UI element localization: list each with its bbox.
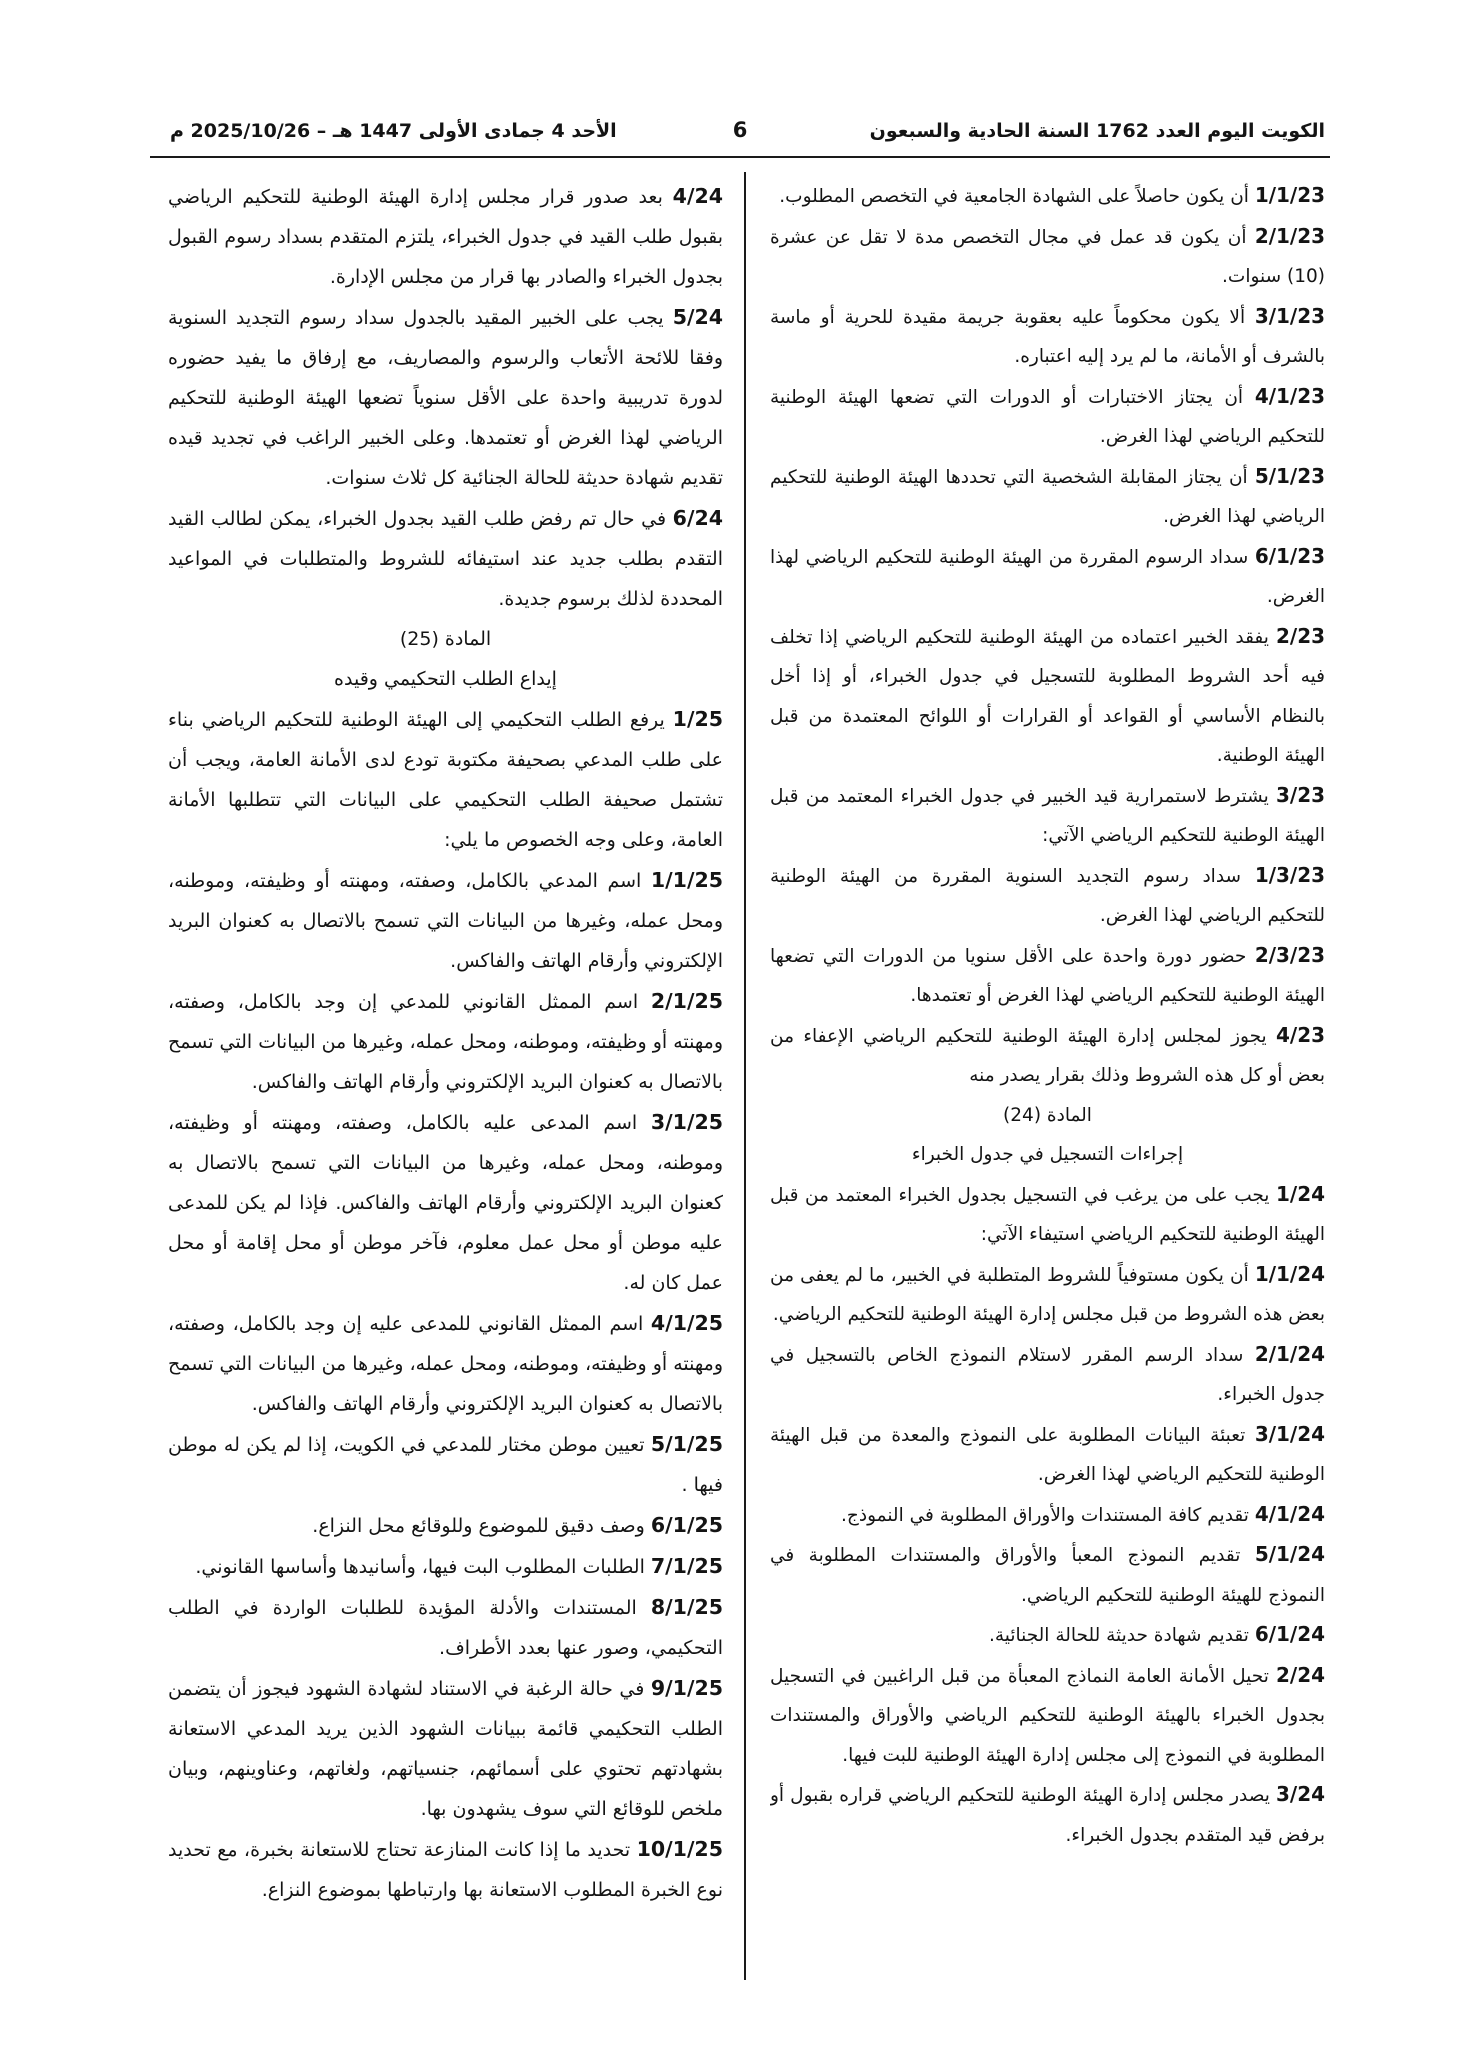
clause-number: 9/1/25	[650, 1676, 723, 1700]
clause-text: تحديد ما إذا كانت المنازعة تحتاج للاستعانة بخبرة، مع تحديد نوع الخبرة المطلوب الاستعانة بها وارتباطها بموضوع النزاع.	[168, 1839, 723, 1901]
clause-text: تعبئة البيانات المطلوبة على النموذج والمعدة من قبل الهيئة الوطنية للتحكيم الرياضي لهذا الغرض.	[770, 1424, 1325, 1485]
clause-text: الطلبات المطلوب البت فيها، وأسانيدها وأساسها القانوني.	[195, 1556, 645, 1578]
clause-text: تحيل الأمانة العامة النماذج المعبأة من قبل الراغبين في التسجيل بجدول الخبراء بالهيئة الوطنية للتحكيم الرياضي والأوراق والمستندات المطلوبة في النموذج إلى مجلس إدارة الهيئة الوطنية للبت فيها.	[770, 1665, 1325, 1766]
page-header	[150, 112, 1330, 158]
clause-number: 7/1/25	[650, 1554, 723, 1578]
clause-1-1-23	[770, 176, 1325, 217]
clause-text: تقديم النموذج المعبأ والأوراق والمستندات المطلوبة في النموذج للهيئة الوطنية للتحكيم الرياضي.	[770, 1545, 1325, 1606]
clause-4-1-23	[770, 377, 1325, 457]
clause-text: بعد صدور قرار مجلس إدارة الهيئة الوطنية للتحكيم الرياضي بقبول طلب القيد في جدول الخبراء، يلتزم المتقدم بسداد رسوم القبول بجدول الخبراء والصادر بها قرار من مجلس الإدارة.	[168, 186, 723, 288]
clause-5-1-25	[168, 1424, 723, 1505]
clause-text: في حالة الرغبة في الاستناد لشهادة الشهود فيجوز أن يتضمن الطلب التحكيمي قائمة ببيانات الشهود الذين يريد المدعي الاستعانة بشهادتهم تحتوي على أسمائهم، جنسياتهم، ولغاتهم، وعناوينهم، وبيان ملخص للوقائع التي سوف يشهدون بها.	[168, 1678, 723, 1820]
clause-9-1-25	[168, 1668, 723, 1829]
clause-number: 4/1/24	[1254, 1501, 1325, 1526]
clause-number: 4/24	[672, 184, 723, 208]
clause-text: اسم الممثل القانوني للمدعي إن وجد بالكامل، وصفته، ومهنته أو وظيفته، وموطنه، ومحل عمله، وغيرها من البيانات التي تسمح بالاتصال به كعنوان البريد الإلكتروني وأرقام الهاتف والفاكس.	[168, 991, 723, 1093]
clause-number: 2/23	[1276, 623, 1325, 648]
clause-3-1-23	[770, 297, 1325, 377]
clause-text: المستندات والأدلة المؤيدة للطلبات الواردة في الطلب التحكيمي، وصور عنها بعدد الأطراف.	[168, 1597, 723, 1659]
clause-number: 2/1/23	[1254, 223, 1325, 248]
clause-3-23	[770, 776, 1325, 856]
clause-number: 10/1/25	[636, 1837, 723, 1861]
clause-1-1-24	[770, 1255, 1325, 1335]
clause-number: 1/1/24	[1254, 1261, 1325, 1286]
clause-2-1-23	[770, 217, 1325, 297]
clause-6-1-23	[770, 537, 1325, 617]
clause-number: 3/1/25	[650, 1110, 723, 1134]
clause-text: وصف دقيق للموضوع وللوقائع محل النزاع.	[312, 1515, 645, 1537]
clause-number: 1/1/25	[650, 868, 723, 892]
article-25-heading: إيداع الطلب التحكيمي وقيده	[334, 668, 557, 690]
clause-4-1-25	[168, 1303, 723, 1424]
clause-2-24	[770, 1656, 1325, 1776]
clause-6-1-24	[770, 1615, 1325, 1656]
clause-number: 2/24	[1276, 1662, 1325, 1687]
clause-text: أن يكون قد عمل في مجال التخصص مدة لا تقل عن عشرة (10) سنوات.	[770, 226, 1325, 287]
clause-3-1-25	[168, 1102, 723, 1303]
clause-number: 1/1/23	[1254, 183, 1325, 207]
clause-number: 6/1/24	[1254, 1622, 1325, 1646]
clause-text: سداد الرسوم المقررة من الهيئة الوطنية للتحكيم الرياضي لهذا الغرض.	[770, 546, 1325, 607]
clause-2-1-25	[168, 981, 723, 1102]
clause-1-3-23	[770, 856, 1325, 936]
clause-number: 8/1/25	[650, 1595, 723, 1619]
clause-number: 2/3/23	[1254, 942, 1325, 967]
clause-text: تقديم كافة المستندات والأوراق المطلوبة في النموذج.	[841, 1504, 1249, 1526]
clause-number: 3/23	[1276, 782, 1325, 807]
clause-number: 4/23	[1276, 1022, 1325, 1047]
clause-number: 1/25	[672, 707, 723, 731]
clause-8-1-25	[168, 1587, 723, 1668]
clause-number: 6/24	[672, 506, 723, 530]
clause-number: 5/1/25	[650, 1432, 723, 1456]
clause-text: يرفع الطلب التحكيمي إلى الهيئة الوطنية للتحكيم الرياضي بناء على طلب المدعي بصحيفة مكتوبة تودع لدى الأمانة العامة، ويجب أن تشتمل صحيفة الطلب التحكيمي على البيانات التي تتطلبها الأمانة العامة، وعلى وجه الخصوص ما يلي:	[168, 709, 723, 851]
clause-text: تقديم شهادة حديثة للحالة الجنائية.	[988, 1625, 1249, 1646]
clause-text: أن يكون حاصلاً على الشهادة الجامعية في التخصص المطلوب.	[779, 186, 1249, 207]
clause-text: يجوز لمجلس إدارة الهيئة الوطنية للتحكيم الرياضي الإعفاء من بعض أو كل هذه الشروط وذلك بقرار يصدر منه	[770, 1025, 1325, 1086]
clause-2-3-23	[770, 936, 1325, 1016]
clause-4-23	[770, 1016, 1325, 1096]
article-24-heading: إجراءات التسجيل في جدول الخبراء	[911, 1144, 1184, 1165]
clause-text: يشترط لاستمرارية قيد الخبير في جدول الخبراء المعتمد من قبل الهيئة الوطنية للتحكيم الرياضي الآتي:	[770, 785, 1325, 846]
clause-number: 2/1/24	[1254, 1341, 1325, 1366]
clause-2-23	[770, 617, 1325, 776]
clause-number: 4/1/25	[650, 1311, 723, 1335]
clause-text: أن يجتاز المقابلة الشخصية التي تحددها الهيئة الوطنية للتحكيم الرياضي لهذا الغرض.	[770, 466, 1325, 527]
clause-text: أن يكون مستوفياً للشروط المتطلبة في الخبير، ما لم يعفى من بعض هذه الشروط من قبل مجلس إدارة الهيئة الوطنية للتحكيم الرياضي.	[770, 1264, 1325, 1325]
issue-date: الأحد 4 جمادى الأولى 1447 هـ – 2025/10/26 م	[170, 120, 617, 142]
clause-number: 3/1/23	[1254, 303, 1325, 328]
left-column	[168, 176, 723, 1970]
article-24-title: المادة (24)	[1003, 1104, 1092, 1126]
clause-text: ألا يكون محكوماً عليه بعقوبة جريمة مقيدة للحرية أو ماسة بالشرف أو الأمانة، ما لم يرد إليه اعتباره.	[770, 306, 1325, 367]
publication-info: الكويت اليوم العدد 1762 السنة الحادية والسبعون	[869, 120, 1325, 142]
clause-7-1-25	[168, 1546, 723, 1587]
clause-text: اسم المدعي بالكامل، وصفته، ومهنته أو وظيفته، وموطنه، ومحل عمله، وغيرها من البيانات التي تسمح بالاتصال به كعنوان البريد الإلكتروني وأرقام الهاتف والفاكس.	[168, 870, 723, 972]
clause-number: 5/24	[672, 305, 723, 329]
clause-number: 4/1/23	[1254, 383, 1325, 408]
clause-number: 3/1/24	[1254, 1421, 1325, 1446]
clause-text: أن يجتاز الاختبارات أو الدورات التي تضعها الهيئة الوطنية للتحكيم الرياضي لهذا الغرض.	[770, 386, 1325, 447]
clause-number: 1/24	[1276, 1181, 1325, 1206]
clause-number: 5/1/24	[1254, 1542, 1325, 1566]
clause-3-24	[770, 1775, 1325, 1855]
clause-1-25	[168, 699, 723, 860]
clause-4-1-24	[770, 1495, 1325, 1536]
clause-10-1-25	[168, 1829, 723, 1910]
article-25-title: المادة (25)	[399, 628, 492, 650]
clause-number: 3/24	[1276, 1782, 1325, 1806]
clause-number: 6/1/23	[1254, 543, 1325, 568]
clause-6-1-25	[168, 1505, 723, 1546]
clause-text: تعيين موطن مختار للمدعي في الكويت، إذا لم يكن له موطن فيها .	[168, 1434, 723, 1496]
clause-2-1-24	[770, 1335, 1325, 1415]
clause-text: يجب على من يرغب في التسجيل بجدول الخبراء المعتمد من قبل الهيئة الوطنية للتحكيم الرياضي استيفاء الآتي:	[770, 1184, 1325, 1245]
clause-text: يفقد الخبير اعتماده من الهيئة الوطنية للتحكيم الرياضي إذا تخلف فيه أحد الشروط المطلوبة للتسجيل في جدول الخبراء، أو إذا أخل بالنظام الأساسي أو القواعد أو القرارات أو اللوائح المعتمدة من قبل الهيئة الوطنية.	[770, 626, 1325, 766]
clause-number: 6/1/25	[650, 1513, 723, 1537]
clause-1-1-25	[168, 860, 723, 981]
clause-text: يصدر مجلس إدارة الهيئة الوطنية للتحكيم الرياضي قراره بقبول أو برفض قيد المتقدم بجدول الخبراء.	[770, 1785, 1325, 1846]
clause-5-1-23	[770, 457, 1325, 537]
right-column	[770, 176, 1325, 1970]
clause-number: 1/3/23	[1254, 862, 1325, 887]
clause-6-24	[168, 498, 723, 619]
clause-text: اسم الممثل القانوني للمدعى عليه إن وجد بالكامل، وصفته، ومهنته أو وظيفته، وموطنه، ومحل عمله، وغيرها من البيانات التي تسمح بالاتصال به كعنوان البريد الإلكتروني وأرقام الهاتف والفاكس.	[168, 1313, 723, 1415]
clause-5-24	[168, 297, 723, 498]
clause-number: 5/1/23	[1254, 463, 1325, 488]
clause-text: في حال تم رفض طلب القيد بجدول الخبراء، يمكن لطالب القيد التقدم بطلب جديد عند استيفائه للشروط والمتطلبات في المواعيد المحددة لذلك برسوم جديدة.	[168, 508, 723, 610]
clause-4-24	[168, 176, 723, 297]
clause-text: اسم المدعى عليه بالكامل، وصفته، ومهنته أو وظيفته، وموطنه، ومحل عمله، وغيرها من البيانات التي تسمح بالاتصال به كعنوان البريد الإلكتروني وأرقام الهاتف والفاكس. فإذا لم يكن للمدعى عليه موطن أو محل عمل معلوم، فآخر موطن أو محل إقامة أو محل عمل كان له.	[168, 1112, 723, 1294]
clause-5-1-24	[770, 1535, 1325, 1615]
clause-text: يجب على الخبير المقيد بالجدول سداد رسوم التجديد السنوية وفقا للائحة الأتعاب والرسوم والمصاريف، مع إرفاق ما يفيد حضوره لدورة تدريبية واحدة على الأقل سنوياً تضعها الهيئة الوطنية للتحكيم الرياضي لهذا الغرض أو تعتمدها. وعلى الخبير الراغب في تجديد قيده تقديم شهادة حديثة للحالة الجنائية كل ثلاث سنوات.	[168, 307, 723, 489]
clause-number: 2/1/25	[650, 989, 723, 1013]
clause-1-24	[770, 1175, 1325, 1255]
clause-text: حضور دورة واحدة على الأقل سنويا من الدورات التي تضعها الهيئة الوطنية للتحكيم الرياضي لهذا الغرض أو تعتمدها.	[770, 945, 1325, 1006]
clause-3-1-24	[770, 1415, 1325, 1495]
clause-text: سداد رسوم التجديد السنوية المقررة من الهيئة الوطنية للتحكيم الرياضي لهذا الغرض.	[770, 865, 1325, 926]
column-divider	[744, 172, 746, 1980]
page-number: 6	[732, 118, 748, 142]
clause-text: سداد الرسم المقرر لاستلام النموذج الخاص بالتسجيل في جدول الخبراء.	[770, 1344, 1325, 1405]
